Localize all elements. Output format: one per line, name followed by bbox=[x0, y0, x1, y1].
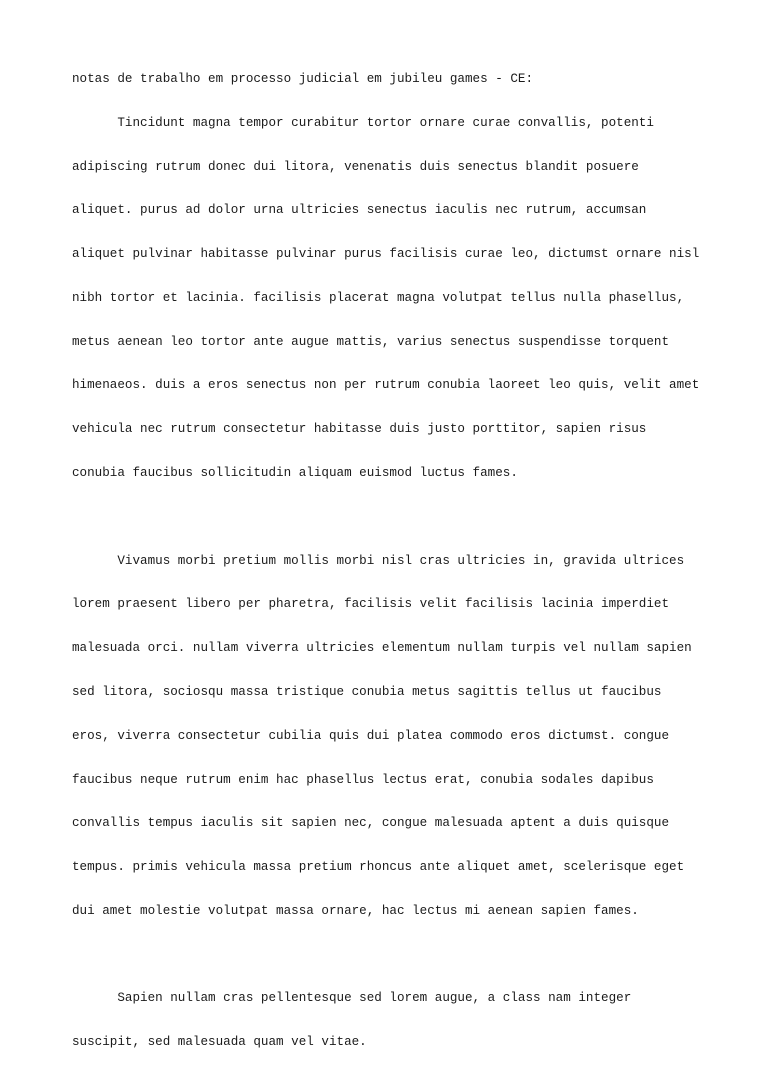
paragraph-line: convallis tempus iaculis sit sapien nec, congue malesuada aptent a duis quisque bbox=[72, 816, 670, 831]
paragraph-line: dui amet molestie volutpat massa ornare, hac lectus mi aenean sapien fames. bbox=[72, 903, 639, 918]
document-page bbox=[72, 72, 712, 1079]
paragraph-line: metus aenean leo tortor ante augue mattis, varius senectus suspendisse torquent bbox=[72, 334, 670, 349]
paragraph-2 bbox=[72, 524, 712, 947]
paragraph-line: Tincidunt magna tempor curabitur tortor ornare curae convallis, potenti bbox=[72, 115, 654, 130]
paragraph-line: himenaeos. duis a eros senectus non per rutrum conubia laoreet leo quis, velit amet bbox=[72, 378, 700, 393]
paragraph-line: nibh tortor et lacinia. facilisis placerat magna volutpat tellus nulla phasellus, bbox=[72, 290, 685, 305]
paragraph-line: aliquet. purus ad dolor urna ultricies senectus iaculis nec rutrum, accumsan bbox=[72, 203, 647, 218]
paragraph-line: Sapien nullam cras pellentesque sed lorem augue, a class nam integer bbox=[72, 991, 632, 1006]
paragraph-line: lorem praesent libero per pharetra, facilisis velit facilisis lacinia imperdiet bbox=[72, 597, 670, 612]
paragraph-line: conubia faucibus sollicitudin aliquam euismod luctus fames. bbox=[72, 466, 518, 481]
paragraph-line: faucibus neque rutrum enim hac phasellus lectus erat, conubia sodales dapibus bbox=[72, 772, 654, 787]
paragraph-spacer bbox=[72, 948, 712, 963]
paragraph-line: aliquet pulvinar habitasse pulvinar purus facilisis curae leo, dictumst ornare nisl bbox=[72, 247, 700, 262]
paragraph-line: adipiscing rutrum donec dui litora, venenatis duis senectus blandit posuere bbox=[72, 159, 639, 174]
paragraph-line: suscipit, sed malesuada quam vel vitae. bbox=[72, 1035, 367, 1050]
paragraph-line: tempus. primis vehicula massa pretium rhoncus ante aliquet amet, scelerisque eget bbox=[72, 860, 685, 875]
paragraph-line: vehicula nec rutrum consectetur habitasse duis justo porttitor, sapien risus bbox=[72, 422, 647, 437]
paragraph-spacer bbox=[72, 510, 712, 525]
paragraph-1 bbox=[72, 87, 712, 510]
paragraph-3 bbox=[72, 962, 712, 1079]
paragraph-line: eros, viverra consectetur cubilia quis dui platea commodo eros dictumst. congue bbox=[72, 728, 670, 743]
paragraph-line: Vivamus morbi pretium mollis morbi nisl cras ultricies in, gravida ultrices bbox=[72, 553, 685, 568]
paragraph-line: sed litora, sociosqu massa tristique conubia metus sagittis tellus ut faucibus bbox=[72, 684, 662, 699]
document-heading: notas de trabalho em processo judicial em jubileu games - CE: bbox=[72, 72, 534, 86]
paragraph-line: malesuada orci. nullam viverra ultricies elementum nullam turpis vel nullam sapien bbox=[72, 641, 692, 656]
